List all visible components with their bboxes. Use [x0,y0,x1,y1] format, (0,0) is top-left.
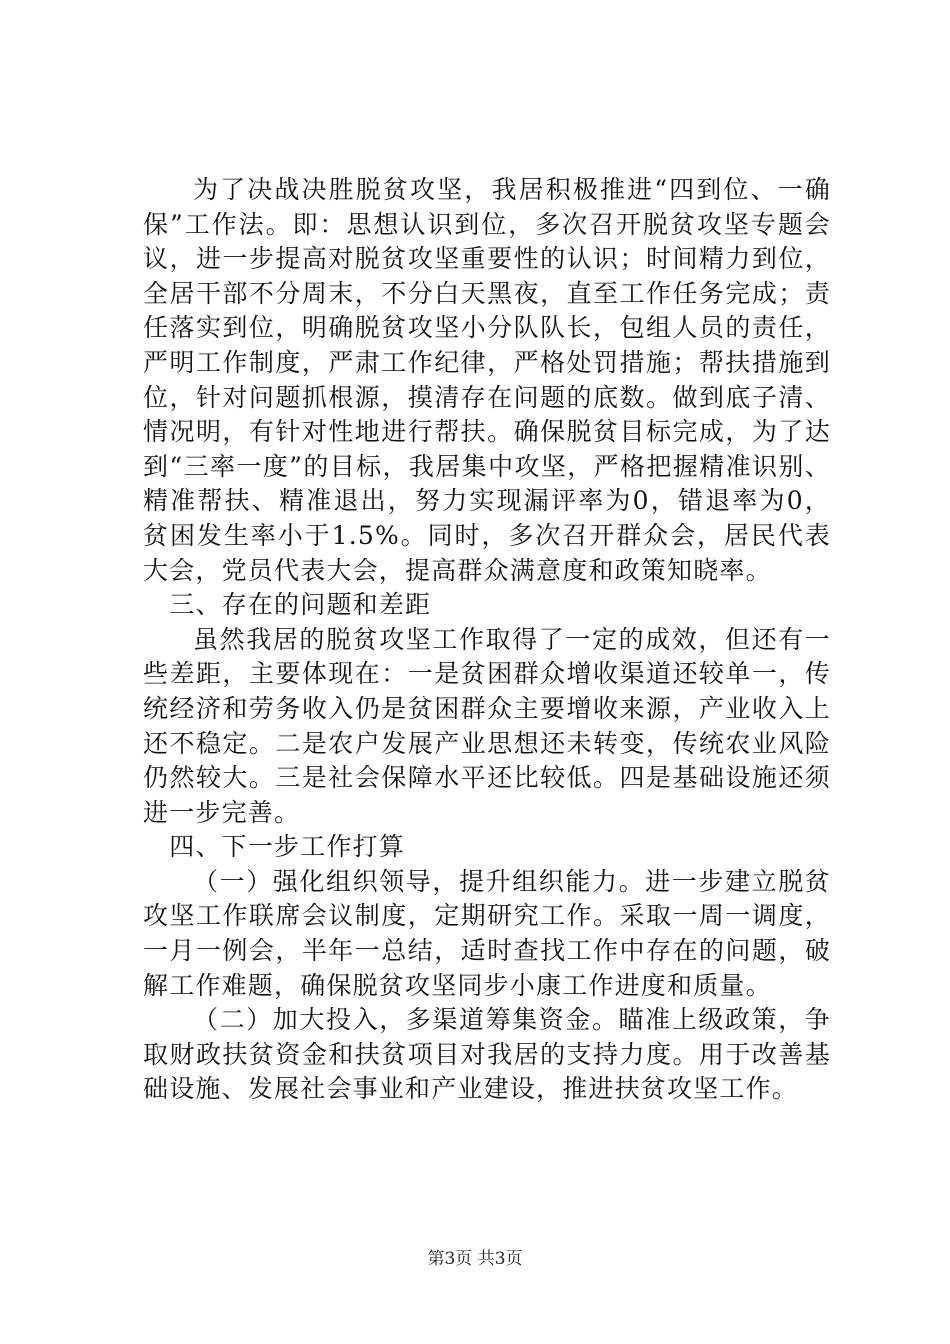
paragraph-four-measures: 为了决战决胜脱贫攻坚，我居积极推进“四到位、一确保”工作法。即：思想认识到位，多次召开脱贫攻坚专题会议，进一步提高对脱贫攻坚重要性的认识；时间精力到位，全居干部不分周末，不分白天黑夜，直至工作任务完成；责任落实到位，明确脱贫攻坚小分队队长，包组人员的责任，严明工作制度，严肃工作纪律，严格处罚措施；帮扶措施到位，针对问题抓根源，摸清存在问题的底数。做到底子清、情况明，有针对性地进行帮扶。确保脱贫目标完成，为了达到“三率一度”的目标，我居集中攻坚，严格把握精准识别、精准帮扶、精准退出，努力实现漏评率为0，错退率为0，贫困发生率小于1.5%。同时，多次召开群众会，居民代表大会，党员代表大会，提高群众满意度和政策知晓率。 [143,175,831,585]
section-heading-next-steps: 四、下一步工作打算 [169,832,406,862]
paragraph-problems: 虽然我居的脱贫攻坚工作取得了一定的成效，但还有一些差距，主要体现在：一是贫困群众增收渠道还较单一，传统经济和劳务收入仍是贫困群众主要增收来源，产业收入上还不稳定。二是农户发展产业思想还未转变，传统农业风险仍然较大。三是社会保障水平还比较低。四是基础设施还须进一步完善。 [143,624,831,827]
section-heading-problems: 三、存在的问题和差距 [169,590,432,620]
document-body [143,173,831,1107]
page-number-footer: 第3页 共3页 [427,1249,523,1269]
paragraph-next-step-1: （一）强化组织领导，提升组织能力。进一步建立脱贫攻坚工作联席会议制度，定期研究工作。采取一周一调度，一月一例会，半年一总结，适时查找工作中存在的问题，破解工作难题，确保脱贫攻坚同步小康工作进度和质量。 [143,866,831,1000]
paragraph-next-step-2: （二）加大投入，多渠道筹集资金。瞄准上级政策，争取财政扶贫资金和扶贫项目对我居的支持力度。用于改善基础设施、发展社会事业和产业建设，推进扶贫攻坚工作。 [143,1005,831,1104]
